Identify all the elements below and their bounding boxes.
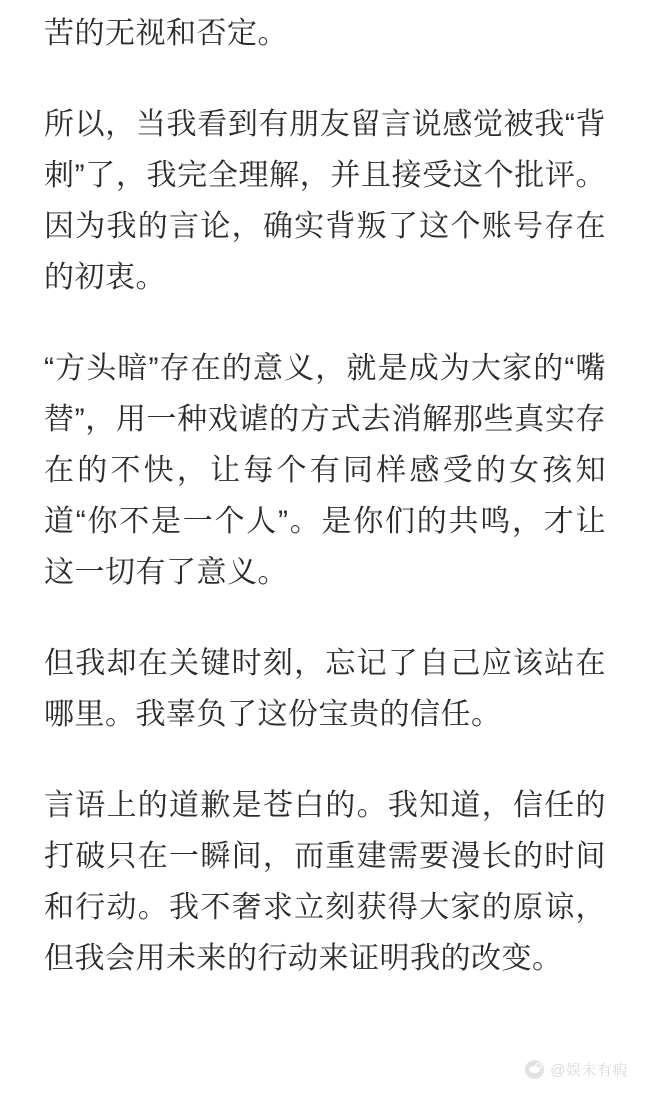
paragraph: 言语上的道歉是苍白的。我知道，信任的打破只在一瞬间，而重建需要漫长的时间和行动。我不奢求立刻获得大家的原谅，但我会用未来的行动来证明我的改变。 xyxy=(44,789,606,975)
weibo-icon xyxy=(525,1060,544,1079)
watermark-text: @娱未有瘕 xyxy=(550,1062,628,1079)
paragraph: 但我却在关键时刻，忘记了自己应该站在哪里。我辜负了这份宝贵的信任。 xyxy=(44,647,606,731)
paragraph: 所以，当我看到有朋友留言说感觉被我“背刺”了，我完全理解，并且接受这个批评。因为我的言论，确实背叛了这个账号存在的初衷。 xyxy=(44,108,606,294)
paragraph: 苦的无视和否定。 xyxy=(44,17,288,50)
paragraph: “方头暗”存在的意义，就是成为大家的“嘴替”，用一种戏谑的方式去消解那些真实存在的不快，让每个有同样感受的女孩知道“你不是一个人”。是你们的共鸣，才让这一切有了意义。 xyxy=(44,352,606,589)
document-body xyxy=(44,0,606,984)
watermark xyxy=(525,1059,628,1080)
